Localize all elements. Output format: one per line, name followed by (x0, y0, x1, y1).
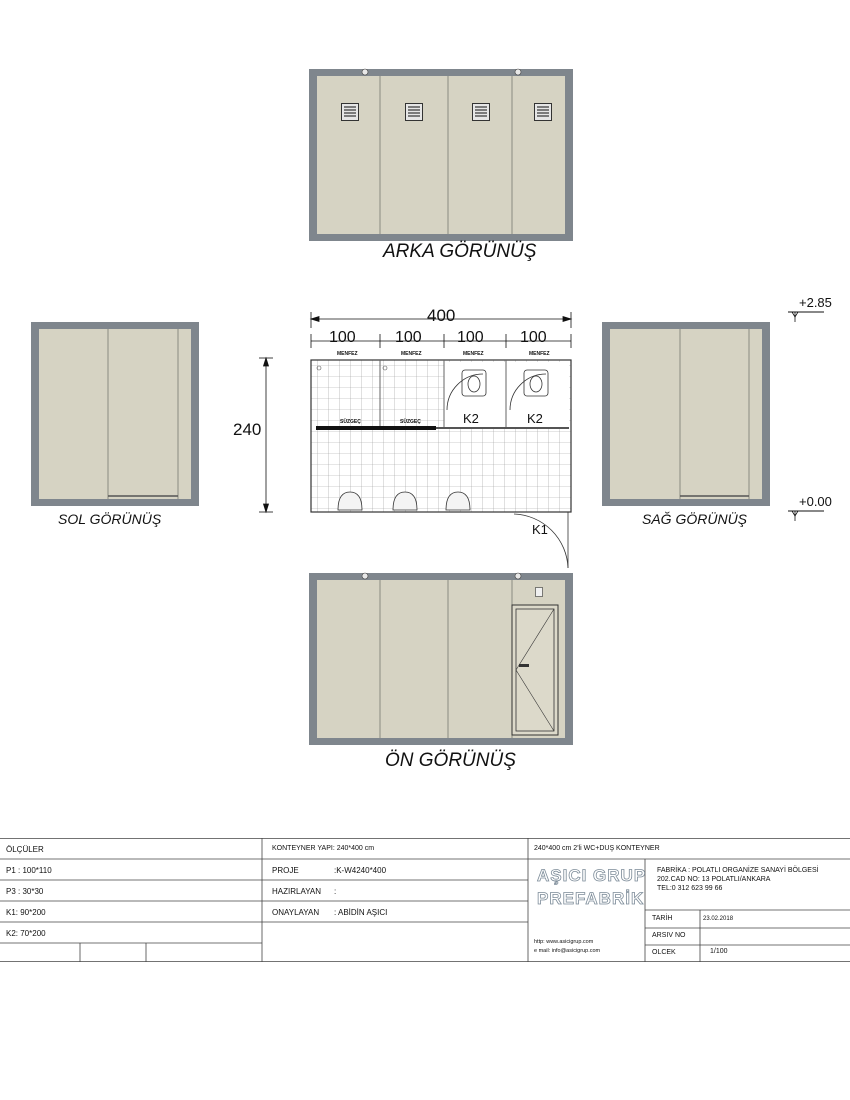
approved-by-label: ONAYLAYAN (272, 908, 320, 917)
archive-no-label: ARSIV NO (652, 932, 686, 939)
vent-icon (534, 103, 552, 121)
title-block (0, 838, 850, 962)
vent-label: MENFEZ (529, 351, 550, 357)
toilet-tag-label: K2 (527, 411, 543, 426)
approved-by-value: : ABİDİN AŞICI (334, 908, 388, 917)
project-value: :K-W4240*400 (334, 866, 387, 875)
vent-label: MENFEZ (401, 351, 422, 357)
plan-depth-label: 240 (233, 420, 262, 439)
entry-door-icon (511, 604, 559, 736)
vent-icon (341, 103, 359, 121)
container-size: KONTEYNER YAPI: 240*400 cm (272, 845, 375, 852)
scale-label: OLCEK (652, 949, 676, 956)
plan-segment-width-label: 100 (457, 329, 484, 346)
light-switch-icon (535, 587, 543, 597)
drain-label: SÜZGEÇ (340, 419, 361, 425)
right-view-label: SAĞ GÖRÜNÜŞ (642, 511, 748, 527)
measurement-row: P3 : 30*30 (6, 887, 44, 896)
elevation-bottom-label: +0.00 (799, 494, 832, 509)
website: http: www.asicigrup.com (534, 939, 594, 945)
email: e mail: info@asicigrup.com (534, 948, 601, 954)
elevation-marker-icon (786, 509, 826, 523)
measurement-row: K1: 90*200 (6, 908, 46, 917)
drain-label: SÜZGEÇ (400, 419, 421, 425)
elevation-marker-icon (786, 310, 826, 324)
vent-icon (405, 103, 423, 121)
prepared-by-label: HAZIRLAYAN (272, 887, 322, 896)
toilet-tag-label: K2 (463, 411, 479, 426)
left-view-label: SOL GÖRÜNÜŞ (58, 511, 162, 527)
factory-address-line: 202.CAD NO: 13 POLATLI/ANKARA (657, 876, 771, 883)
front-view-label: ÖN GÖRÜNÜŞ (385, 750, 516, 771)
factory-phone: TEL:0 312 623 99 66 (657, 885, 723, 892)
back-view-label: ARKA GÖRÜNÜŞ (383, 241, 537, 262)
measurement-row: P1 : 100*110 (6, 866, 52, 875)
company-logo-line1: AŞICI GRUP (537, 866, 647, 885)
left-elevation-drawing (30, 321, 200, 507)
vent-icon (472, 103, 490, 121)
date-value: 23.02.2018 (703, 916, 734, 922)
scale-value: 1/100 (710, 948, 728, 955)
date-label: TARİH (652, 915, 673, 922)
project-label: PROJE (272, 866, 299, 875)
project-description: 240*400 cm 2'li WC+DUŞ KONTEYNER (534, 845, 660, 852)
company-logo-line2: PREFABRİK (537, 889, 645, 908)
factory-address-line: FABRİKA : POLATLI ORGANİZE SANAYİ BÖLGESİ (657, 867, 819, 874)
plan-segment-width-label: 100 (520, 329, 547, 346)
elevation-top-label: +2.85 (799, 295, 832, 310)
back-elevation-drawing (308, 66, 576, 244)
vent-label: MENFEZ (463, 351, 484, 357)
right-elevation-drawing (601, 321, 771, 507)
door-tag-label: K1 (532, 522, 548, 537)
prepared-by-value: : (334, 887, 337, 896)
vent-label: MENFEZ (337, 351, 358, 357)
measurements-header: ÖLÇÜLER (6, 845, 44, 854)
plan-total-width-label: 400 (427, 306, 456, 325)
plan-segment-width-label: 100 (395, 329, 422, 346)
plan-segment-width-label: 100 (329, 329, 356, 346)
measurement-row: K2: 70*200 (6, 929, 46, 938)
